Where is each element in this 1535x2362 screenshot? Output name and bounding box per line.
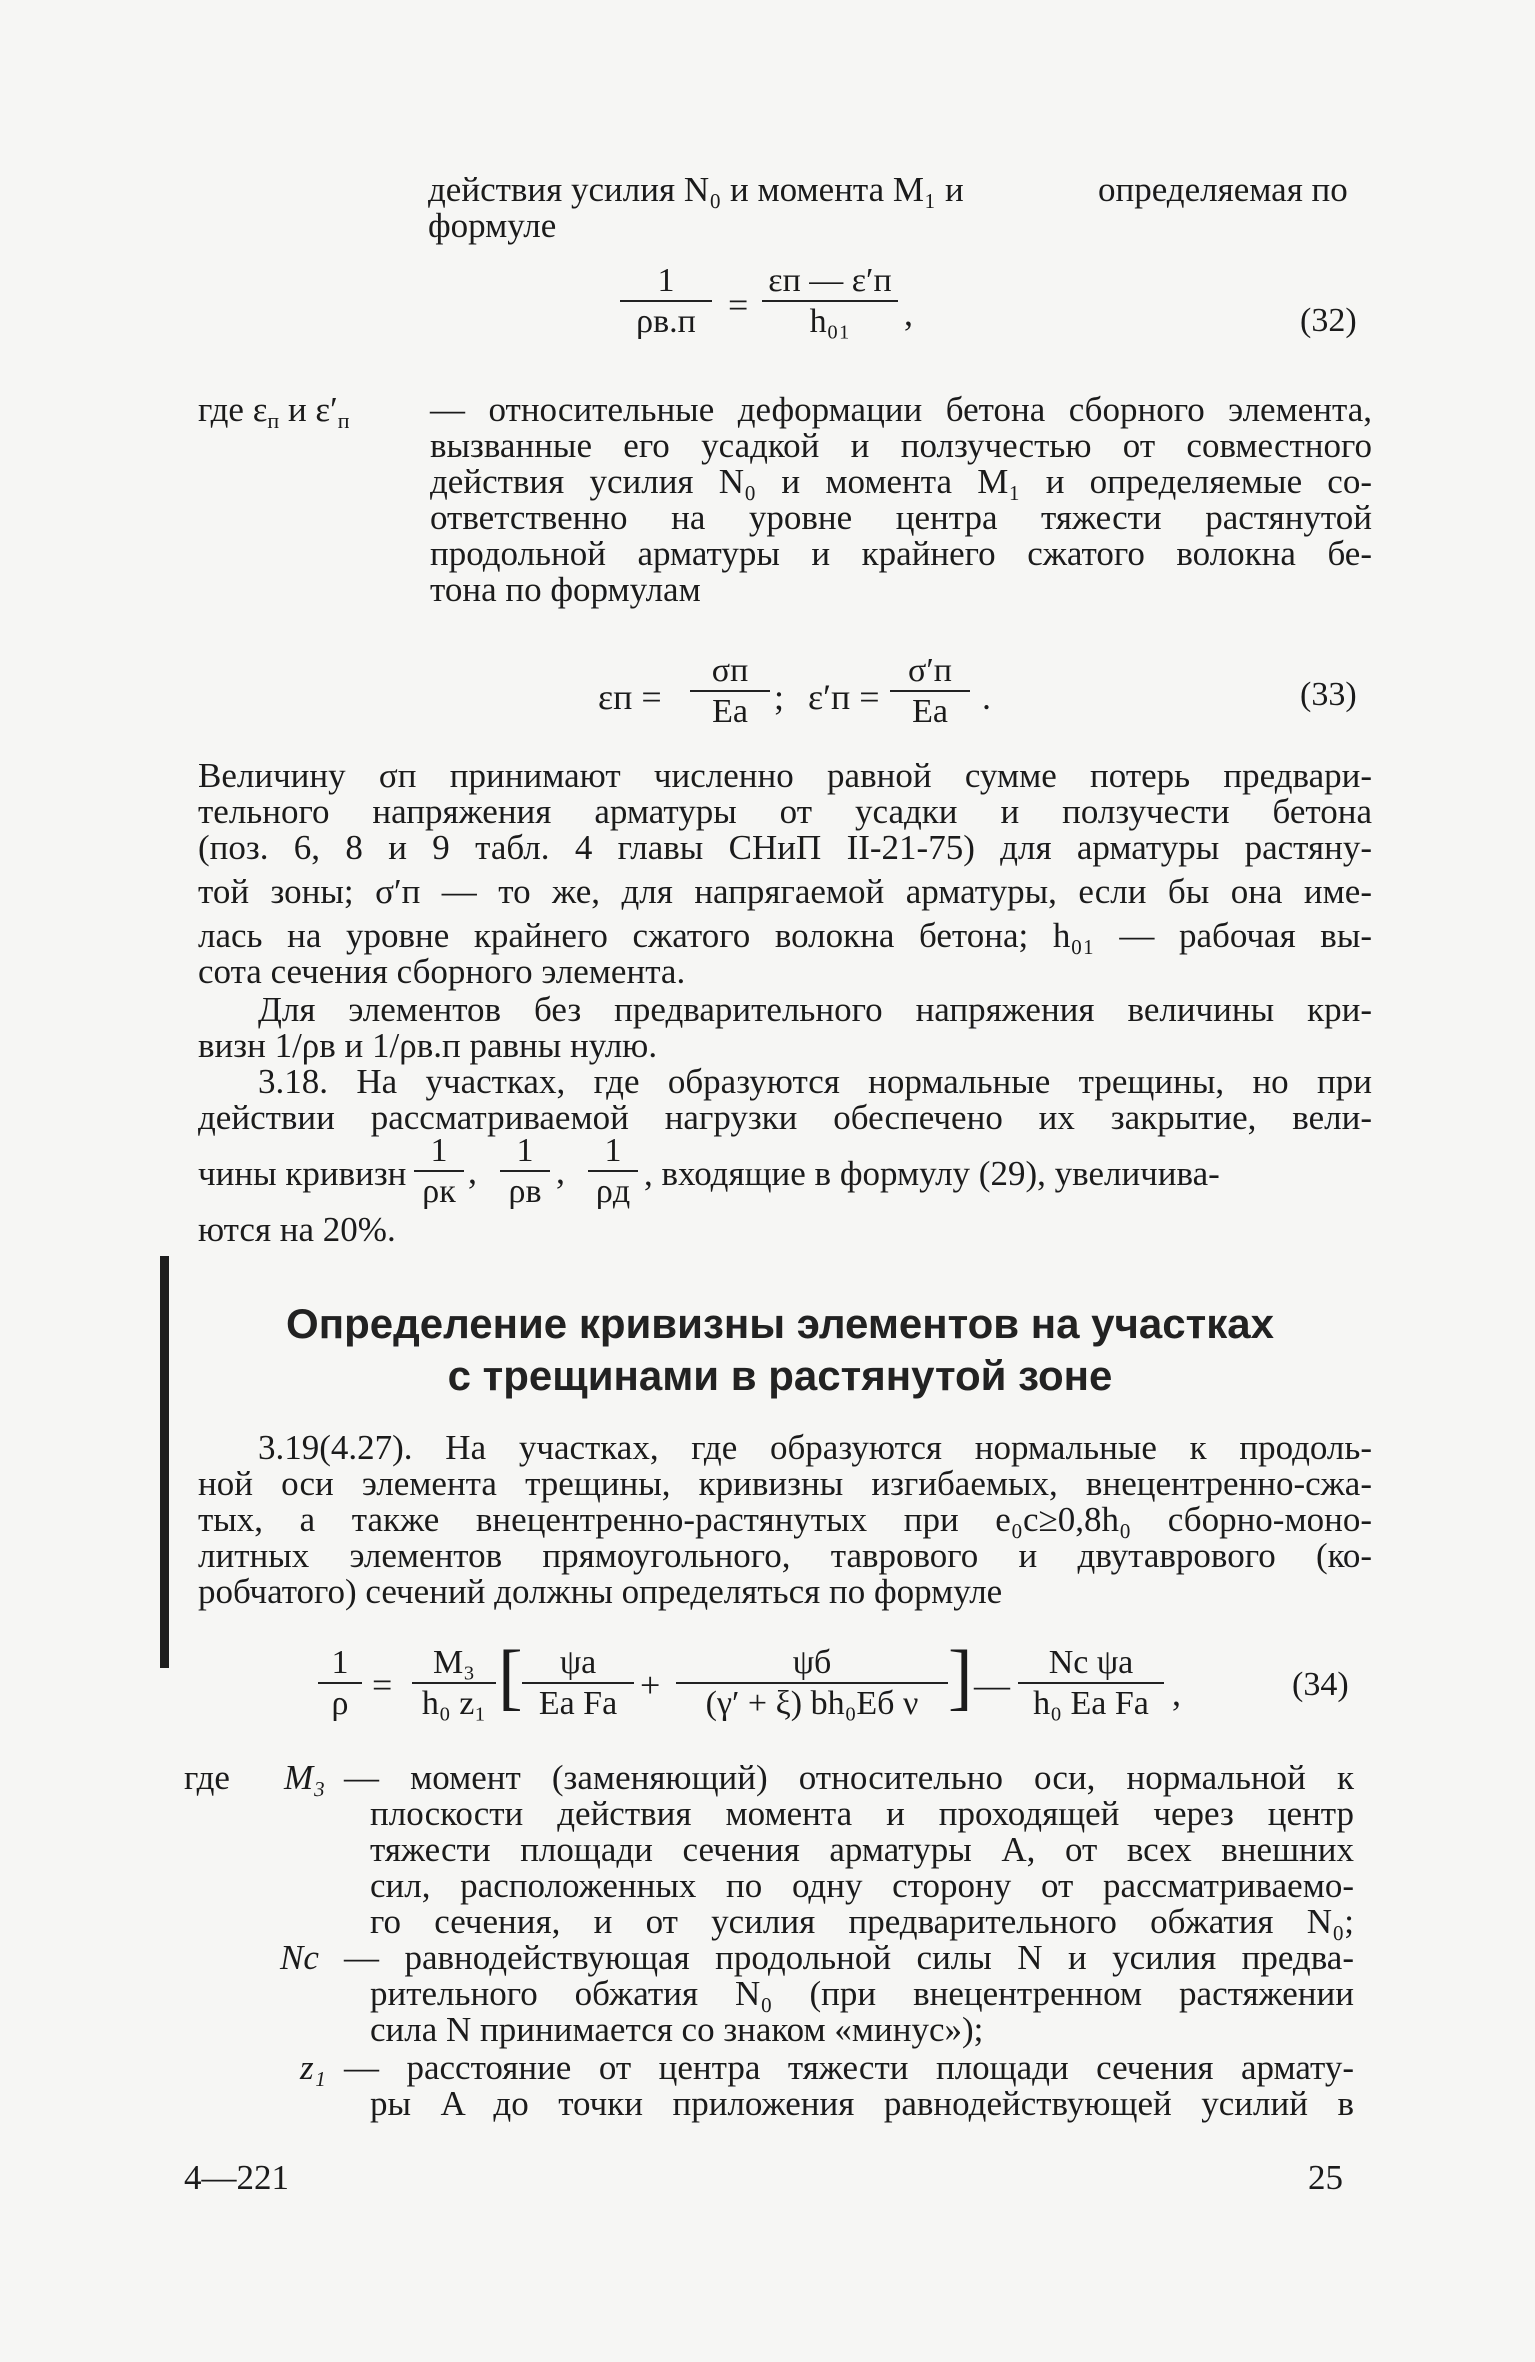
fraction <box>500 1132 550 1212</box>
comma: , <box>468 1151 477 1191</box>
numerator: 1 <box>620 262 712 302</box>
text-line: ры A до точки приложения равнодействующей усилий в <box>370 2084 1354 2123</box>
numerator: Nc ψa <box>1018 1644 1164 1684</box>
text-line: (поз. 6, 8 и 9 табл. 4 главы СНиП II-21-75) для арматуры растяну- <box>198 828 1372 867</box>
text-line: литных элементов прямоугольного, таврового и двутаврового (ко- <box>198 1536 1372 1575</box>
text-line: тона по формулам <box>430 570 701 609</box>
numerator: 1 <box>588 1132 638 1172</box>
text-line: ются на 20%. <box>198 1210 396 1249</box>
denominator: h₀₁ <box>809 303 851 340</box>
lhs: εп = <box>598 677 662 717</box>
fraction <box>412 1644 496 1724</box>
numerator: M₃ <box>412 1644 496 1684</box>
denominator: (γ′ + ξ) bh₀Eб ν <box>705 1685 919 1722</box>
numerator: 1 <box>500 1132 550 1172</box>
fraction <box>762 262 898 342</box>
fraction <box>318 1644 362 1724</box>
text-line: — равнодействующая продольной силы N и усилия предва- <box>344 1938 1354 1977</box>
comma: , <box>1172 1673 1181 1713</box>
text-line: действии рассматриваемой нагрузки обеспечено их закрытие, вели- <box>198 1098 1372 1137</box>
denominator: h₀ Ea Fa <box>1033 1685 1149 1722</box>
fraction <box>676 1644 948 1724</box>
text-line: сил, расположенных по одну сторону от рассматриваемо- <box>370 1866 1354 1905</box>
where-label: где <box>184 1758 230 1797</box>
text-line: — момент (заменяющий) относительно оси, нормальной к <box>344 1758 1354 1797</box>
comma: , <box>556 1151 565 1191</box>
page-number: 25 <box>1308 2158 1343 2197</box>
text-line: ной оси элемента трещины, кривизны изгибаемых, внецентренно-сжа- <box>198 1464 1372 1503</box>
denominator: Ea <box>712 693 748 730</box>
text-line: действия усилия N₀ и момента M₁ и <box>428 170 964 209</box>
equation-number: (34) <box>1292 1666 1349 1703</box>
period: . <box>982 677 991 717</box>
text-line: сила N принимается со знаком «минус»); <box>370 2010 984 2049</box>
text-line: плоскости действия момента и проходящей через центр <box>370 1794 1354 1833</box>
fraction <box>690 652 770 732</box>
where-label: где $\varepsilon_п$ и $\varepsilon'_п$ <box>198 390 350 433</box>
right-bracket: ] <box>948 1636 973 1718</box>
denominator: ρд <box>595 1173 631 1210</box>
denominator: ρв.п <box>636 303 696 340</box>
text-line: го сечения, и от усилия предварительного обжатия N₀; <box>370 1902 1354 1941</box>
text-line: — расстояние от центра тяжести площади сечения армату- <box>344 2048 1354 2087</box>
denominator: ρ <box>331 1685 349 1722</box>
text-line: — относительные деформации бетона сборного элемента, <box>430 390 1372 429</box>
numerator: σп <box>690 652 770 692</box>
numerator: ψб <box>676 1644 948 1684</box>
text-line: Для элементов без предварительного напряжения величины кри- <box>258 990 1372 1029</box>
separator: ; <box>774 677 785 717</box>
text-line: робчатого) сечений должны определяться по формуле <box>198 1572 1003 1611</box>
section-heading: с трещинами в растянутой зоне <box>447 1352 1113 1399</box>
lhs: ε′п = <box>808 677 880 717</box>
equals-sign: = <box>372 1665 393 1705</box>
text-line: чины кривизн <box>198 1154 407 1193</box>
text-line: лась на уровне крайнего сжатого волокна бетона; h₀₁ — рабочая вы- <box>198 916 1372 955</box>
text-line: тых, а также внецентренно-растянутых при e₀c≥0,8h₀ сборно-моно- <box>198 1500 1372 1539</box>
numerator: 1 <box>318 1644 362 1684</box>
fraction <box>414 1132 464 1212</box>
text-line: вызванные его усадкой и ползучестью от совместного <box>430 426 1372 465</box>
comma: , <box>904 293 913 333</box>
text-line: , входящие в формулу (29), увеличива- <box>644 1154 1220 1193</box>
symbol: M₃ <box>284 1758 326 1797</box>
equation-number: (33) <box>1300 676 1357 713</box>
equals-sign: = <box>728 285 749 325</box>
numerator: εп — ε′п <box>762 262 898 302</box>
text-line: рительного обжатия N₀ (при внецентренном растяжении <box>370 1974 1354 2013</box>
text-line: сота сечения сборного элемента. <box>198 952 686 991</box>
denominator: ρв <box>508 1173 542 1210</box>
section-heading: Определение кривизны элементов на участках <box>286 1300 1274 1347</box>
denominator: Ea <box>912 693 948 730</box>
fraction <box>588 1132 638 1212</box>
margin-bar <box>160 1256 169 1668</box>
left-bracket: [ <box>498 1636 523 1718</box>
numerator: ψa <box>522 1644 634 1684</box>
signature-mark: 4—221 <box>184 2158 289 2197</box>
equation-number: (32) <box>1300 302 1357 339</box>
fraction <box>1018 1644 1164 1724</box>
plus-sign: + <box>640 1665 661 1705</box>
denominator: h₀ z₁ <box>421 1685 487 1722</box>
symbol: Nc <box>280 1938 319 1977</box>
text-line: Величину σп принимают численно равной сумме потерь предвари- <box>198 756 1372 795</box>
text-line: формуле <box>428 206 557 245</box>
text-line: той зоны; σ′п — то же, для напрягаемой арматуры, если бы она име- <box>198 872 1372 911</box>
text-line: продольной арматуры и крайнего сжатого волокна бе- <box>430 534 1372 573</box>
text-line: 3.18. На участках, где образуются нормальные трещины, но при <box>258 1062 1372 1101</box>
numerator: σ′п <box>890 652 970 692</box>
fraction <box>620 262 712 342</box>
text-line: тельного напряжения арматуры от усадки и ползучести бетона <box>198 792 1372 831</box>
denominator: Ea Fa <box>538 1685 618 1722</box>
symbol: z₁ <box>300 2048 326 2087</box>
text-line: действия усилия N₀ и момента M₁ и определяемые со- <box>430 462 1372 501</box>
fraction <box>890 652 970 732</box>
fraction <box>522 1644 634 1724</box>
numerator: 1 <box>414 1132 464 1172</box>
text-line: визн 1/ρв и 1/ρв.п равны нулю. <box>198 1026 658 1065</box>
denominator: ρк <box>422 1173 456 1210</box>
text-line: 3.19(4.27). На участках, где образуются нормальные к продоль- <box>258 1428 1372 1467</box>
text-line: определяемая по <box>1098 170 1348 209</box>
text-line: ответственно на уровне центра тяжести растянутой <box>430 498 1372 537</box>
text-line: тяжести площади сечения арматуры A, от всех внешних <box>370 1830 1354 1869</box>
minus-sign: — <box>974 1665 1010 1705</box>
